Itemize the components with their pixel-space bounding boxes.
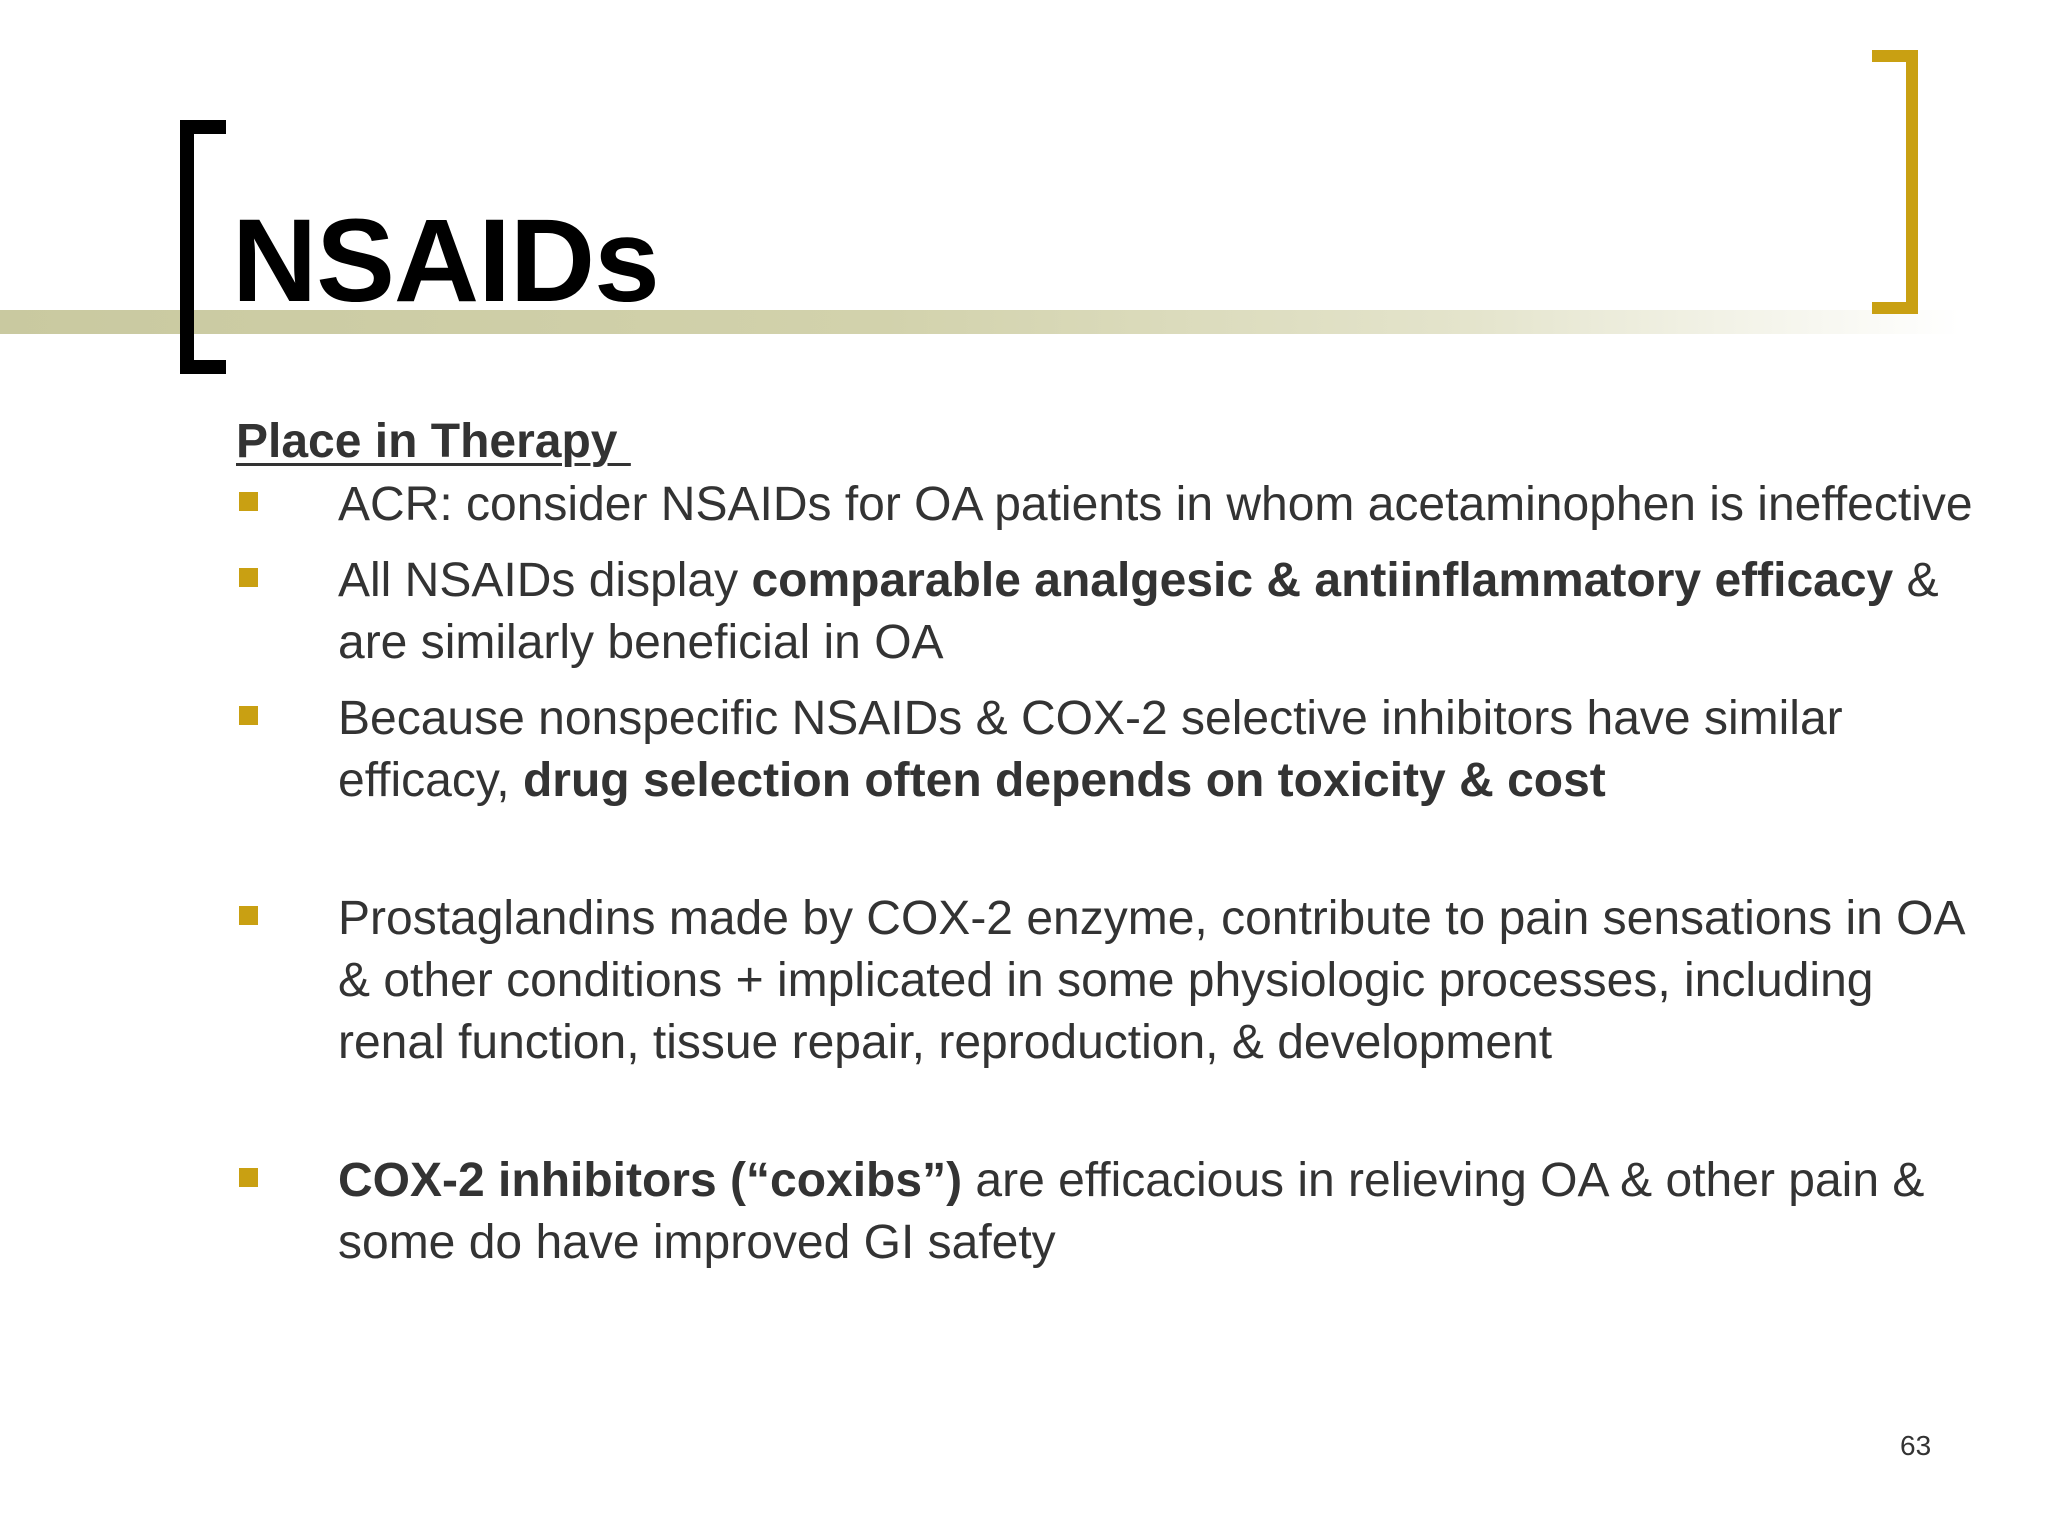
square-bullet-icon <box>239 1168 258 1187</box>
bullet-emphasis: comparable analgesic & antiinflammatory efficacy <box>751 554 1894 607</box>
slide-title: NSAIDs <box>232 195 659 327</box>
bullet-text: All NSAIDs display comparable analgesic & antiinflammatory efficacy & are similarly beneficial in OA <box>338 554 1939 669</box>
bullet-emphasis: drug selection often depends on toxicity & cost <box>522 754 1606 807</box>
bullet-item <box>236 474 1976 536</box>
bullet-text: COX-2 inhibitors (“coxibs”) are efficacious in relieving OA & other pain & some do have improved GI safety <box>338 1154 1925 1269</box>
slide-body <box>236 412 1976 1274</box>
bullet-text: Because nonspecific NSAIDs & COX-2 selective inhibitors have similar efficacy, drug selection often depends on toxicity & cost <box>338 692 1843 807</box>
bullet-item <box>236 550 1976 674</box>
left-bracket-decoration <box>180 120 226 374</box>
page-number: 63 <box>1900 1430 1932 1461</box>
section-subheading: Place in Therapy <box>236 415 631 468</box>
bullet-item <box>236 1150 1976 1274</box>
bullet-item <box>236 888 1976 1074</box>
square-bullet-icon <box>239 706 258 725</box>
square-bullet-icon <box>239 492 258 511</box>
square-bullet-icon <box>239 568 258 587</box>
bullet-item <box>236 688 1976 812</box>
bullet-text: Prostaglandins made by COX-2 enzyme, contribute to pain sensations in OA & other conditions + implicated in some physiologic processes, including renal function, tissue repair, reproduction, & development <box>338 892 1963 1069</box>
bullet-list <box>236 474 1976 1274</box>
bullet-emphasis: COX-2 inhibitors (“coxibs”) <box>338 1154 963 1207</box>
right-bracket-decoration <box>1872 50 1918 314</box>
bullet-text: ACR: consider NSAIDs for OA patients in whom acetaminophen is ineffective <box>338 478 1973 531</box>
square-bullet-icon <box>239 906 258 925</box>
